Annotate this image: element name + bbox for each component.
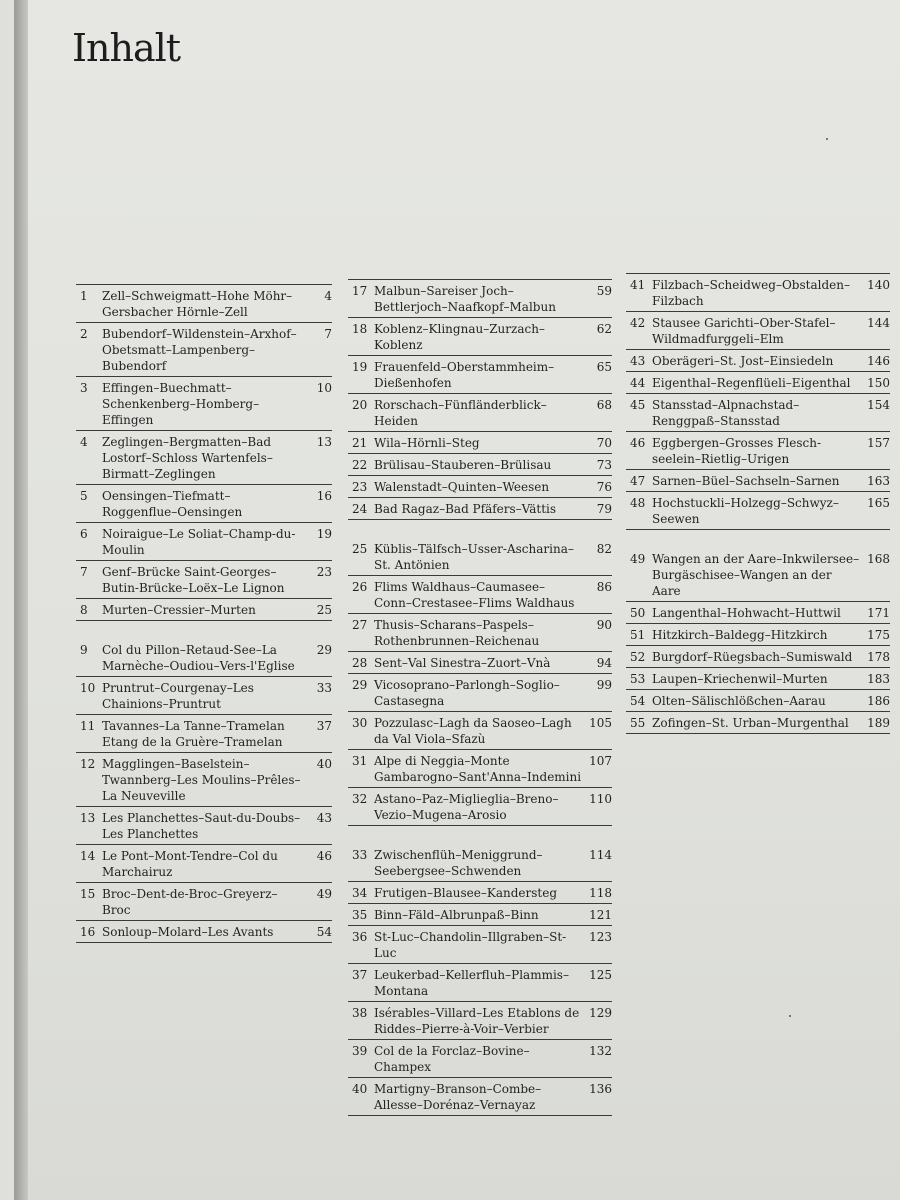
entry-page-number: 54 (316, 925, 332, 939)
entry-route: Isérables–Villard–Les Etablons de Riddes–Pierre-à-Voir–Verbier (374, 1006, 580, 1036)
entry-page-number: 37 (316, 719, 332, 733)
toc-entry (348, 498, 612, 520)
entry-route: Zwischenflüh–Meniggrund–Seebergsee–Schwenden (374, 848, 543, 878)
entry-number: 26 (352, 580, 368, 594)
entry-route: Flims Waldhaus–Caumasee–Conn–Crestasee–Flims Waldhaus (374, 580, 575, 610)
toc-entry (626, 712, 890, 734)
entry-route: Vicosoprano–Parlongh–Soglio–Castasegna (374, 678, 560, 708)
entry-page-number: 123 (589, 930, 612, 944)
entry-page-number: 99 (596, 678, 612, 692)
toc-entry (76, 677, 332, 715)
entry-route: Effingen–Buechmatt–Schenkenberg–Homberg–Effingen (102, 381, 260, 427)
entry-number: 8 (80, 603, 88, 617)
entry-page-number: 76 (596, 480, 612, 494)
entry-number: 5 (80, 489, 88, 503)
entry-number: 28 (352, 656, 368, 670)
entry-route: Stausee Garichti–Ober-Stafel–Wildmadfurggeli–Elm (652, 316, 836, 346)
entry-page-number: 154 (867, 398, 890, 412)
entry-route: Broc–Dent-de-Broc–Greyerz–Broc (102, 887, 278, 917)
toc-entry (348, 904, 612, 926)
entry-page-number: 121 (589, 908, 612, 922)
toc-entry (348, 1040, 612, 1078)
entry-page-number: 90 (596, 618, 612, 632)
toc-entry (626, 602, 890, 624)
entry-page-number: 94 (596, 656, 612, 670)
entry-route: Burgdorf–Rüegsbach–Sumiswald (652, 650, 853, 664)
entry-route: Hochstuckli–Holzegg–Schwyz–Seewen (652, 496, 839, 526)
toc-entry (348, 712, 612, 750)
section-gap (76, 621, 332, 639)
entry-number: 40 (352, 1082, 368, 1096)
toc-entry (348, 964, 612, 1002)
entry-page-number: 140 (867, 278, 890, 292)
entry-route: Murten–Cressier–Murten (102, 603, 256, 617)
entry-number: 43 (630, 354, 646, 368)
entry-page-number: 168 (867, 552, 890, 566)
entry-route: Brülisau–Stauberen–Brülisau (374, 458, 552, 472)
entry-route: Pozzulasc–Lagh da Saoseo–Lagh da Val Viola–Sfazù (374, 716, 572, 746)
toc-entry (348, 356, 612, 394)
entry-route: Les Planchettes–Saut-du-Doubs–Les Planchettes (102, 811, 301, 841)
entry-number: 14 (80, 849, 96, 863)
entry-route: Noiraigue–Le Soliat–Champ-du-Moulin (102, 527, 296, 557)
entry-number: 9 (80, 643, 88, 657)
entry-route: Laupen–Kriechenwil–Murten (652, 672, 828, 686)
toc-column-3 (626, 273, 890, 734)
entry-number: 16 (80, 925, 96, 939)
entry-page-number: 7 (324, 327, 332, 341)
paper-speck (826, 138, 828, 140)
entry-route: Pruntrut–Courgenay–Les Chainions–Pruntrut (102, 681, 254, 711)
entry-page-number: 129 (589, 1006, 612, 1020)
entry-page-number: 144 (867, 316, 890, 330)
entry-number: 49 (630, 552, 646, 566)
entry-page-number: 62 (596, 322, 612, 336)
entry-route: Leukerbad–Kellerfluh–Plammis–Montana (374, 968, 569, 998)
entry-route: Oensingen–Tiefmatt–Roggenflue–Oensingen (102, 489, 243, 519)
entry-route: Sonloup–Molard–Les Avants (102, 925, 274, 939)
entry-page-number: 125 (589, 968, 612, 982)
toc-entry (348, 476, 612, 498)
entry-route: Magglingen–Baselstein–Twannberg–Les Moulins–Prêles–La Neuveville (102, 757, 301, 803)
entry-route: Wangen an der Aare–Inkwilersee–Burgäschisee–Wangen an der Aare (652, 552, 860, 598)
toc-column-2 (348, 279, 612, 1116)
entry-number: 37 (352, 968, 368, 982)
toc-entry (76, 753, 332, 807)
toc-entry (348, 454, 612, 476)
toc-entry (348, 614, 612, 652)
toc-entry (76, 807, 332, 845)
toc-entry (626, 394, 890, 432)
entry-number: 36 (352, 930, 368, 944)
entry-number: 15 (80, 887, 96, 901)
toc-entry (348, 1078, 612, 1116)
toc-entry (626, 624, 890, 646)
entry-route: Walenstadt–Quinten–Weesen (374, 480, 550, 494)
entry-page-number: 150 (867, 376, 890, 390)
page-edge-shadow (14, 0, 28, 1200)
entry-number: 22 (352, 458, 368, 472)
entry-number: 38 (352, 1006, 368, 1020)
section-gap (626, 530, 890, 548)
entry-page-number: 33 (316, 681, 332, 695)
entry-number: 51 (630, 628, 646, 642)
entry-number: 1 (80, 289, 88, 303)
entry-page-number: 40 (316, 757, 332, 771)
toc-entry (348, 432, 612, 454)
entry-number: 30 (352, 716, 368, 730)
entry-page-number: 189 (867, 716, 890, 730)
entry-number: 24 (352, 502, 368, 516)
entry-page-number: 65 (596, 360, 612, 374)
entry-number: 18 (352, 322, 368, 336)
page-title: Inhalt (72, 26, 181, 70)
entry-page-number: 16 (316, 489, 332, 503)
entry-route: St-Luc–Chandolin–Illgraben–St-Luc (374, 930, 567, 960)
entry-page-number: 82 (596, 542, 612, 556)
entry-number: 34 (352, 886, 368, 900)
toc-entry (76, 285, 332, 323)
entry-route: Zofingen–St. Urban–Murgenthal (652, 716, 849, 730)
entry-page-number: 114 (589, 848, 612, 862)
entry-page-number: 49 (316, 887, 332, 901)
toc-entry (76, 639, 332, 677)
entry-number: 25 (352, 542, 368, 556)
toc-entry (348, 926, 612, 964)
entry-page-number: 136 (589, 1082, 612, 1096)
entry-route: Filzbach–Scheidweg–Obstalden–Filzbach (652, 278, 850, 308)
entry-page-number: 105 (589, 716, 612, 730)
entry-number: 53 (630, 672, 646, 686)
toc-entry (76, 323, 332, 377)
entry-page-number: 46 (316, 849, 332, 863)
entry-page-number: 10 (316, 381, 332, 395)
toc-entry (626, 548, 890, 602)
entry-route: Sarnen–Büel–Sachseln–Sarnen (652, 474, 840, 488)
entry-page-number: 132 (589, 1044, 612, 1058)
entry-route: Frauenfeld–Oberstammheim–Dießenhofen (374, 360, 555, 390)
entry-number: 48 (630, 496, 646, 510)
entry-route: Malbun–Sareiser Joch–Bettlerjoch–Naafkopf–Malbun (374, 284, 556, 314)
entry-number: 42 (630, 316, 646, 330)
entry-page-number: 4 (324, 289, 332, 303)
entry-route: Langenthal–Hohwacht–Huttwil (652, 606, 841, 620)
paper-speck (789, 1015, 791, 1017)
entry-route: Le Pont–Mont-Tendre–Col du Marchairuz (102, 849, 278, 879)
entry-route: Olten–Sälischlößchen–Aarau (652, 694, 826, 708)
entry-page-number: 29 (316, 643, 332, 657)
section-gap (348, 826, 612, 844)
entry-page-number: 186 (867, 694, 890, 708)
toc-entry (626, 350, 890, 372)
entry-page-number: 13 (316, 435, 332, 449)
toc-entry (348, 788, 612, 826)
entry-number: 54 (630, 694, 646, 708)
toc-entry (626, 372, 890, 394)
entry-route: Binn–Fäld–Albrunpaß–Binn (374, 908, 539, 922)
entry-route: Bad Ragaz–Bad Pfäfers–Vättis (374, 502, 557, 516)
entry-route: Sent–Val Sinestra–Zuort–Vnà (374, 656, 551, 670)
toc-entry (76, 921, 332, 943)
entry-page-number: 19 (316, 527, 332, 541)
entry-number: 17 (352, 284, 368, 298)
entry-number: 46 (630, 436, 646, 450)
toc-entry (76, 561, 332, 599)
entry-route: Eggbergen–Grosses Flesch-seelein–Rietlig–Urigen (652, 436, 822, 466)
entry-route: Martigny–Branson–Combe–Allesse–Dorénaz–Vernayaz (374, 1082, 542, 1112)
entry-page-number: 43 (316, 811, 332, 825)
entry-number: 44 (630, 376, 646, 390)
entry-page-number: 107 (589, 754, 612, 768)
entry-page-number: 79 (596, 502, 612, 516)
entry-route: Genf–Brücke Saint-Georges–Butin-Brücke–Loëx–Le Lignon (102, 565, 285, 595)
entry-page-number: 118 (589, 886, 612, 900)
toc-entry (626, 432, 890, 470)
entry-number: 23 (352, 480, 368, 494)
entry-number: 39 (352, 1044, 368, 1058)
toc-entry (348, 652, 612, 674)
toc-entry (76, 485, 332, 523)
entry-number: 52 (630, 650, 646, 664)
toc-entry (348, 844, 612, 882)
entry-route: Koblenz–Klingnau–Zurzach–Koblenz (374, 322, 545, 352)
toc-entry (348, 882, 612, 904)
entry-route: Bubendorf–Wildenstein–Arxhof–Obetsmatt–Lampenberg–Bubendorf (102, 327, 297, 373)
entry-page-number: 110 (589, 792, 612, 806)
entry-page-number: 86 (596, 580, 612, 594)
toc-entry (76, 883, 332, 921)
entry-page-number: 73 (596, 458, 612, 472)
entry-page-number: 183 (867, 672, 890, 686)
entry-number: 41 (630, 278, 646, 292)
entry-number: 47 (630, 474, 646, 488)
entry-number: 55 (630, 716, 646, 730)
toc-entry (626, 470, 890, 492)
toc-entry (348, 576, 612, 614)
toc-entry (626, 668, 890, 690)
section-gap (348, 520, 612, 538)
entry-number: 27 (352, 618, 368, 632)
entry-route: Oberägeri–St. Jost–Einsiedeln (652, 354, 834, 368)
entry-route: Frutigen–Blausee–Kandersteg (374, 886, 557, 900)
toc-entry (76, 523, 332, 561)
toc-entry (76, 431, 332, 485)
entry-page-number: 23 (316, 565, 332, 579)
entry-route: Wila–Hörnli–Steg (374, 436, 480, 450)
entry-route: Thusis–Scharans–Paspels–Rothenbrunnen–Reichenau (374, 618, 540, 648)
entry-number: 3 (80, 381, 88, 395)
toc-entry (76, 845, 332, 883)
entry-number: 13 (80, 811, 96, 825)
entry-route: Küblis–Tälfsch–Usser-Ascharina–St. Antönien (374, 542, 574, 572)
entry-number: 31 (352, 754, 368, 768)
entry-page-number: 68 (596, 398, 612, 412)
entry-number: 33 (352, 848, 368, 862)
toc-entry (626, 690, 890, 712)
entry-route: Alpe di Neggia–Monte Gambarogno–Sant'Anna–Indemini (374, 754, 582, 784)
entry-page-number: 25 (316, 603, 332, 617)
entry-number: 11 (80, 719, 96, 733)
entry-page-number: 59 (596, 284, 612, 298)
entry-number: 21 (352, 436, 368, 450)
entry-route: Eigenthal–Regenflüeli–Eigenthal (652, 376, 851, 390)
entry-page-number: 157 (867, 436, 890, 450)
entry-page-number: 146 (867, 354, 890, 368)
entry-page-number: 175 (867, 628, 890, 642)
toc-entry (626, 492, 890, 530)
entry-number: 20 (352, 398, 368, 412)
toc-entry (76, 599, 332, 621)
entry-number: 32 (352, 792, 368, 806)
entry-route: Rorschach–Fünfländerblick–Heiden (374, 398, 547, 428)
toc-entry (348, 750, 612, 788)
toc-column-1 (76, 284, 332, 943)
entry-page-number: 70 (596, 436, 612, 450)
entry-page-number: 165 (867, 496, 890, 510)
entry-number: 35 (352, 908, 368, 922)
book-page (14, 0, 900, 1200)
entry-route: Hitzkirch–Baldegg–Hitzkirch (652, 628, 828, 642)
entry-number: 2 (80, 327, 88, 341)
entry-number: 29 (352, 678, 368, 692)
toc-entry (348, 538, 612, 576)
toc-entry (626, 312, 890, 350)
toc-entry (626, 646, 890, 668)
entry-number: 45 (630, 398, 646, 412)
toc-entry (76, 715, 332, 753)
entry-route: Col du Pillon–Retaud-See–La Marnèche–Oudiou–Vers-l'Eglise (102, 643, 295, 673)
entry-number: 19 (352, 360, 368, 374)
entry-page-number: 171 (867, 606, 890, 620)
entry-route: Zeglingen–Bergmatten–Bad Lostorf–Schloss Wartenfels–Birmatt–Zeglingen (102, 435, 273, 481)
entry-number: 6 (80, 527, 88, 541)
entry-number: 10 (80, 681, 96, 695)
entry-number: 7 (80, 565, 88, 579)
entry-route: Col de la Forclaz–Bovine–Champex (374, 1044, 530, 1074)
entry-page-number: 163 (867, 474, 890, 488)
toc-entry (348, 674, 612, 712)
entry-route: Zell–Schweigmatt–Hohe Möhr–Gersbacher Hörnle–Zell (102, 289, 293, 319)
entry-number: 12 (80, 757, 96, 771)
entry-number: 50 (630, 606, 646, 620)
toc-entry (348, 394, 612, 432)
toc-entry (626, 274, 890, 312)
toc-entry (348, 1002, 612, 1040)
entry-route: Astano–Paz–Miglieglia–Breno–Vezio–Mugena–Arosio (374, 792, 559, 822)
toc-entry (348, 318, 612, 356)
entry-route: Tavannes–La Tanne–Tramelan Etang de la Gruère–Tramelan (102, 719, 285, 749)
entry-number: 4 (80, 435, 88, 449)
toc-entry (76, 377, 332, 431)
entry-page-number: 178 (867, 650, 890, 664)
entry-route: Stansstad–Alpnachstad–Renggpaß–Stansstad (652, 398, 800, 428)
toc-entry (348, 280, 612, 318)
